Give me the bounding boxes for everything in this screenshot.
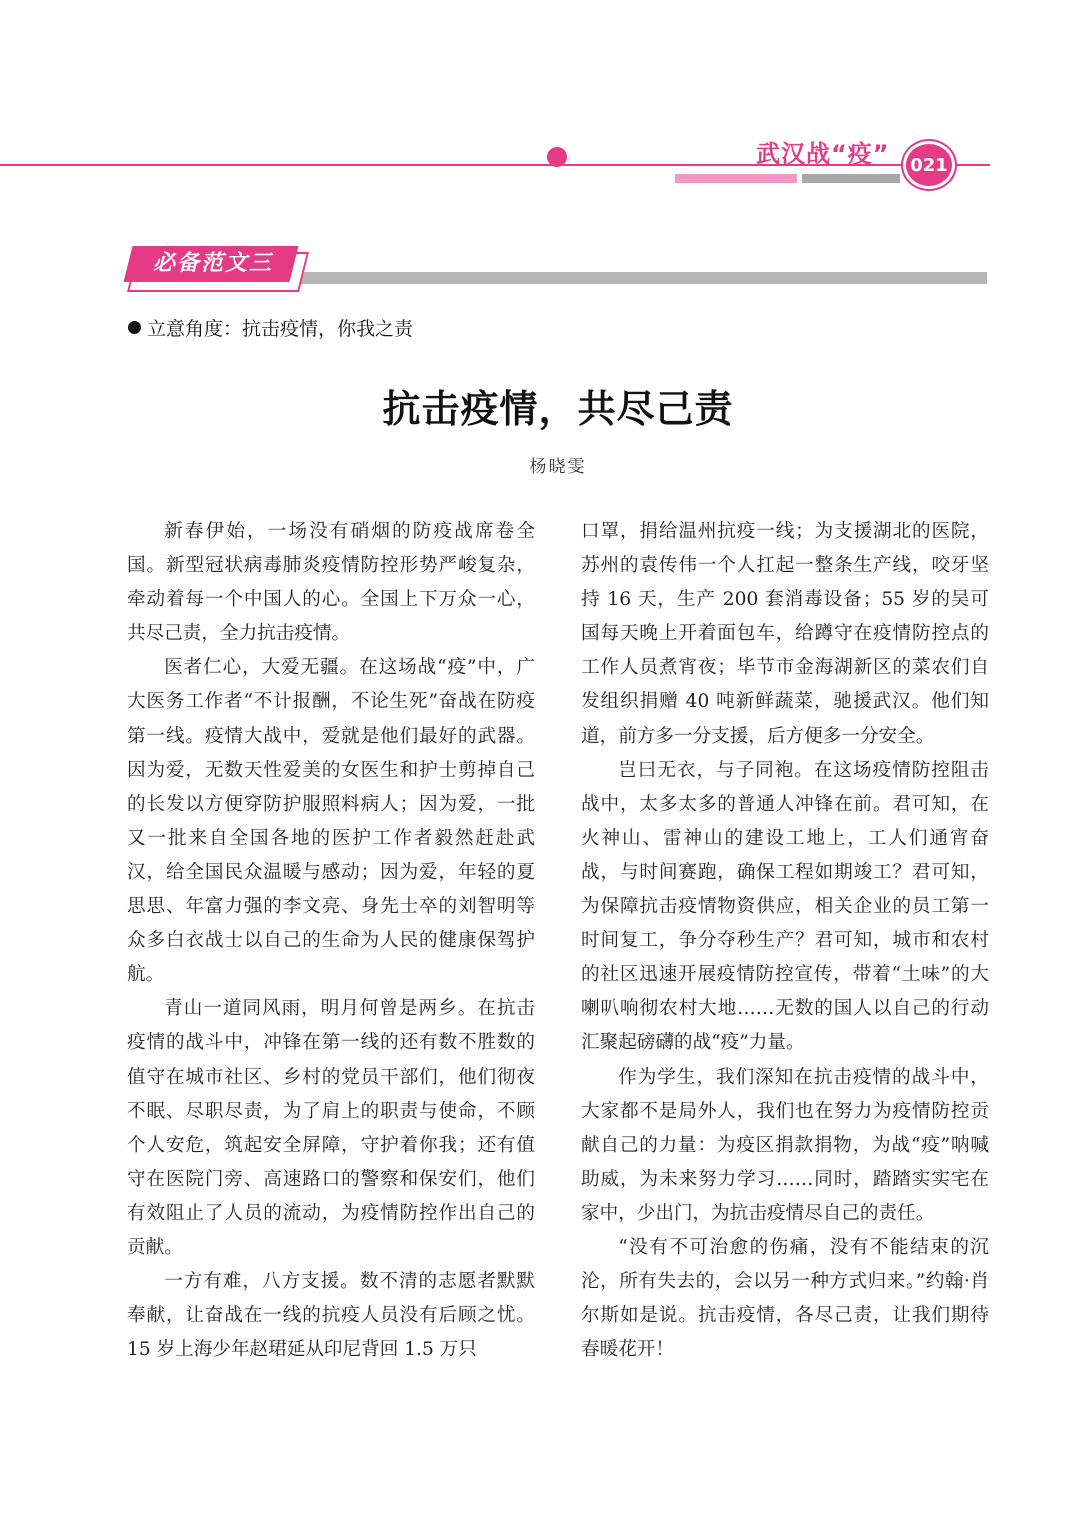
paragraph: 青山一道同风雨，明月何曾是两乡。在抗击疫情的战斗中，冲锋在第一线的还有数不胜数的值守在城市社区、乡村的党员干部们，他们彻夜不眠、尽职尽责，为了肩上的职责与使命，不顾个人安危，筑起安全屏障，守护着你我；还有值守在医院门旁、高速路口的警察和保安们，他们有效阻止了人员的流动，为疫情防控作出自己的贡献。 <box>127 998 535 1258</box>
section-label: 必备范文三 <box>152 251 273 276</box>
paragraph: 作为学生，我们深知在抗击疫情的战斗中，大家都不是局外人，我们也在努力为疫情防控贡献自己的力量：为疫区捐款捐物，为战“疫”呐喊助威，为未来努力学习……同时，踏踏实实宅在家中，少出门，为抗击疫情尽自己的责任。 <box>581 1066 989 1224</box>
page-number-badge: 021 <box>906 144 952 186</box>
theme-angle-line <box>128 314 413 341</box>
theme-angle-text: 立意角度：抗击疫情，你我之责 <box>147 318 414 340</box>
paragraph: 医者仁心，大爱无疆。在这场战“疫”中，广大医务工作者“不计报酬，不论生死”奋战在防疫第一线。疫情大战中，爱就是他们最好的武器。因为爱，无数天性爱美的女医生和护士剪掉自己的长发以方便穿防护服照料病人；因为爱，一批又一批来自全国各地的医护工作者毅然赶赴武汉，给全国民众温暖与感动；因为爱，年轻的夏思思、年富力强的李文亮、身先士卒的刘智明等众多白衣战士以自己的生命为人民的健康保驾护航。 <box>127 657 535 986</box>
paragraph: 岂曰无衣，与子同袍。在这场疫情防控阻击战中，太多太多的普通人冲锋在前。君可知，在火神山、雷神山的建设工地上，工人们通宵奋战，与时间赛跑，确保工程如期竣工？君可知，为保障抗击疫情物资供应，相关企业的员工第一时间复工，争分夺秒生产？君可知，城市和农村的社区迅速开展疫情防控宣传，带着“土味”的大喇叭响彻农村大地……无数的国人以自己的行动汇聚起磅礴的战“疫”力量。 <box>581 759 989 1054</box>
section-divider-bar <box>290 272 987 284</box>
paragraph-continuation: 口罩，捐给温州抗疫一线；为支援湖北的医院，苏州的袁传伟一个人扛起一整条生产线，咬牙坚持 16 天，生产 200 套消毒设备；55 岁的吴可国每天晚上开着面包车，给蹲守在疫情防控点的工作人员煮宵夜；毕节市金海湖新区的菜农们自发组织捐赠 40 吨新鲜蔬菜，驰援武汉。他们知道，前方多一分支援，后方便多一分安全。 <box>581 521 989 747</box>
paragraph: 一方有难，八方支援。数不清的志愿者默默奉献，让奋战在一线的抗疫人员没有后顾之忧。15 岁上海少年赵珺延从印尼背回 1.5 万只 <box>127 1271 535 1361</box>
header-bar-gray <box>802 174 900 183</box>
bullet-icon <box>128 321 141 334</box>
article-title: 抗击疫情，共尽己责 <box>382 386 734 431</box>
header-bar-pink <box>675 174 797 183</box>
right-column <box>581 515 989 1367</box>
article-author: 杨晓雯 <box>529 457 587 477</box>
header-dot-ornament <box>547 147 567 167</box>
left-column <box>127 515 535 1367</box>
running-head-title: 武汉战“疫” <box>756 140 890 168</box>
paragraph: “没有不可治愈的伤痛，没有不能结束的沉沦，所有失去的，会以另一种方式归来。”约翰·肖尔斯如是说。抗击疫情，各尽己责，让我们期待春暖花开！ <box>581 1236 989 1361</box>
paragraph: 新春伊始，一场没有硝烟的防疫战席卷全国。新型冠状病毒肺炎疫情防控形势严峻复杂，牵动着每一个中国人的心。全国上下万众一心，共尽己责，全力抗击疫情。 <box>127 521 535 645</box>
